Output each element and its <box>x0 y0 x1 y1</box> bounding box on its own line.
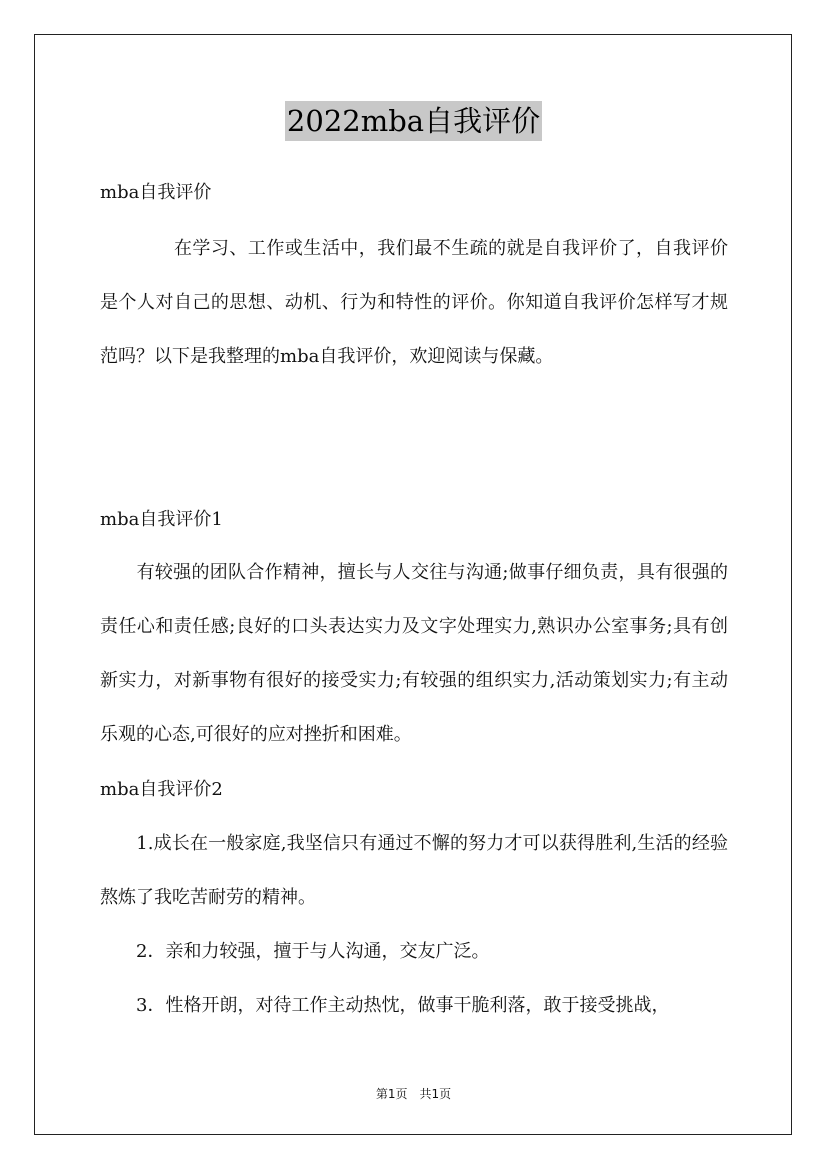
title-container <box>0 101 827 141</box>
intro-paragraph: 在学习、工作或生活中，我们最不生疏的就是自我评价了，自我评价是个人对自己的思想、动机、行为和特性的评价。你知道自我评价怎样写才规范吗？以下是我整理的mba自我评价，欢迎阅读与保藏。 <box>100 238 728 367</box>
document-title: 2022mba自我评价 <box>285 101 542 141</box>
section-2-item-3: 3．性格开朗，对待工作主动热忱，做事干脆利落，敢于接受挑战， <box>100 995 670 1016</box>
section-2-heading: mba自我评价2 <box>100 779 223 800</box>
section-2-item-1: 1.成长在一般家庭,我坚信只有通过不懈的努力才可以获得胜利,生活的经验熬炼了我吃苦耐劳的精神。 <box>100 833 728 908</box>
page-number-footer: 第1页 共1页 <box>375 1087 452 1101</box>
section-1-paragraph: 有较强的团队合作精神，擅长与人交往与沟通;做事仔细负责，具有很强的责任心和责任感;良好的口头表达实力及文字处理实力,熟识办公室事务;具有创新实力，对新事物有很好的接受实力;有较强的组织实力,活动策划实力;有主动乐观的心态,可很好的应对挫折和困难。 <box>100 562 728 745</box>
document-subtitle: mba自我评价 <box>100 182 212 203</box>
section-1-heading: mba自我评价1 <box>100 509 223 530</box>
section-2-item-2: 2．亲和力较强，擅于与人沟通，交友广泛。 <box>100 941 490 962</box>
